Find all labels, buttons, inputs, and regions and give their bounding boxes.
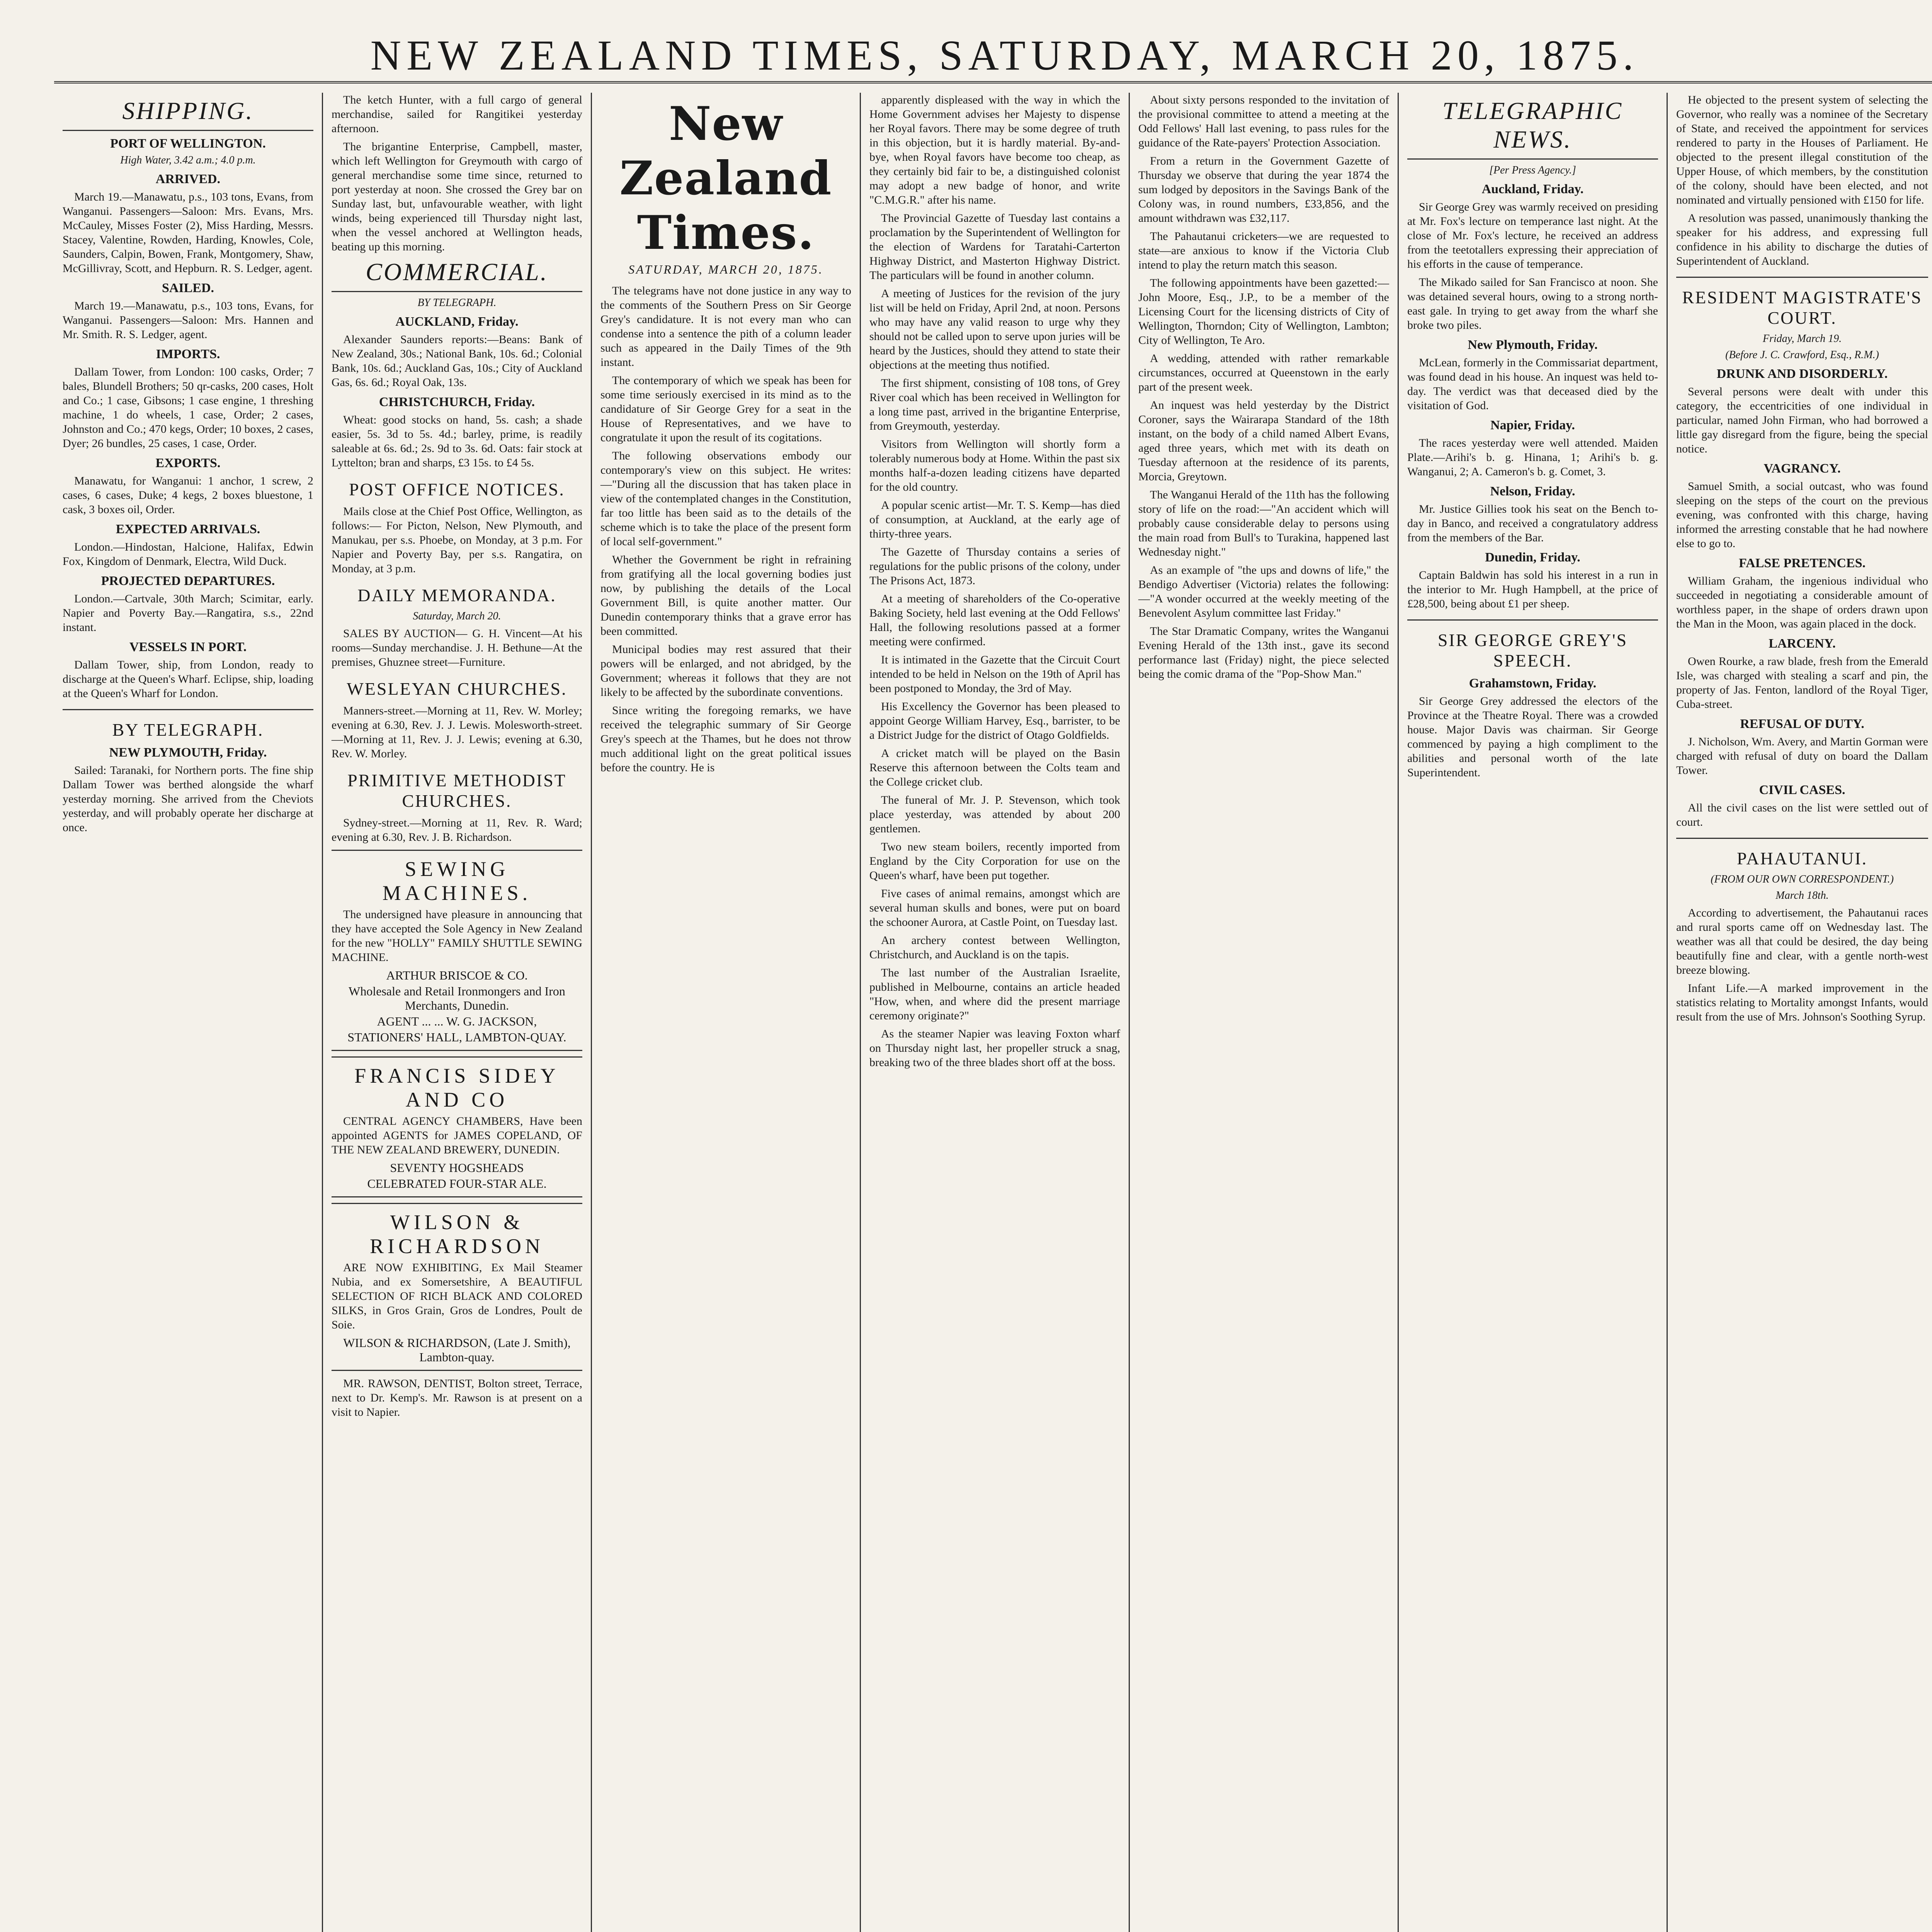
francis-heading: FRANCIS SIDEY AND CO [354,1064,560,1111]
arthur-name: ARTHUR BRISCOE & CO. [386,968,528,982]
local-p14: Five cases of animal remains, amongst which are several human skulls and bones, were put on board the schooner Aurora, at Castle Point, on Tuesday last. [869,887,1120,929]
refusal-heading: REFUSAL OF DUTY. [1740,717,1864,731]
imports-heading: IMPORTS. [156,347,220,361]
local-p2: The Provincial Gazette of Tuesday last contains a proclamation by the Superintendent of Wellington for the election of Wardens for Taratahi-Carterton Highway District, and Masterton Highway District. The particulars will be found in another column. [869,212,1120,282]
newplymouth-dateline: New Plymouth, Friday. [1468,338,1598,352]
seventy-line: SEVENTY HOGSHEADS [390,1161,524,1175]
local-p17: As the steamer Napier was leaving Foxton wharf on Thursday night last, her propeller struck a snag, breaking two of the three blades short off at the boss. [869,1027,1120,1069]
column-shipping [54,93,323,1932]
francis-ad [332,1056,582,1197]
speech-text: Sir George Grey addressed the electors of the Province at the Theatre Royal. There was a crowded house. Major Davis was chairman. Sir George commenced by paying a high compliment to the abilities and personal worth of the late Superintendent. [1407,695,1658,779]
shipping-intro: The ketch Hunter, with a full cargo of general merchandise, sailed for Rangitikei yesterday afternoon. [332,94,582,135]
rm-date: Friday, March 19. [1762,333,1842,345]
news-p8: As an example of "the ups and downs of life," the Bendigo Advertiser (Victoria) relates the following:—"A wonder occurred at the weekly meeting of the Benevolent Asylum committee last Friday." [1138,564,1389,619]
pahautanui-heading: PAHAUTANUI. [1736,849,1868,868]
pretences-heading: FALSE PRETENCES. [1738,556,1866,570]
local-p6: A popular scenic artist—Mr. T. S. Kemp—has died of consumption, at Auckland, at the early age of thirty-three years. [869,499,1120,540]
wesleyan-heading: WESLEYAN CHURCHES. [347,679,567,699]
pahautanui-text: According to advertisement, the Pahautanui races and rural sports came off on Wednesday last. The weather was all that could be desired, the day being beautifully fine and clear, with a gentle north-west breeze blowing. [1676,906,1928,976]
local-p10: His Excellency the Governor has been pleased to appoint George William Harvey, Esq., barrister, to be a District Judge for the district of Otago Goldfields. [869,700,1120,742]
arrived-text: March 19.—Manawatu, p.s., 103 tons, Evans, from Wanganui. Passengers—Saloon: Mrs. Evans, Mrs. McCauley, Misses Foster (2), Miss Harding, Messrs. Stacey, Valentine, Rowden, Harding, Knowles, Cole, Saunders, Calpin, Bowen, Frank, Montgomery, Shaw, McGillivray, Scott, and Hepburn. R. S. Ledger, agent. [63,190,313,275]
vagrancy-heading: VAGRANCY. [1764,461,1841,476]
pahautanui-sub: (FROM OUR OWN CORRESPONDENT.) [1711,873,1894,885]
local-p11: A cricket match will be played on the Basin Reserve this afternoon between the Colts team and the College cricket club. [869,747,1120,788]
column-court [1668,93,1932,1932]
telegraph-text: Sailed: Taranaki, for Northern ports. The fine ship Dallam Tower was berthed alongside the wharf yesterday morning. She arrived from the Cheviots yesterday, and will probably operate her discharge at once. [63,764,313,834]
larceny-heading: LARCENY. [1769,636,1836,651]
exports-text: Manawatu, for Wanganui: 1 anchor, 1 screw, 2 cases, 6 cases, Duke; 4 kegs, 2 boxes bluestone, 1 cask, 3 boxes oil, Order. [63,474,313,516]
civil-heading: CIVIL CASES. [1759,783,1845,797]
local-p1: apparently displeased with the way in which the Home Government advises her Majesty to dispense her Royal favors. There may be some degree of truth in this objection, but it is hardly material. By-and-bye, when Royal favors have become too cheap, as they certainly bid fair to be, a distinguished colonist may adopt a new badge of honor, and write "C.M.G.R." after his name. [869,94,1120,206]
nelson-text: Mr. Justice Gillies took his seat on the Bench to-day in Banco, and received a congratulatory address from the members of the Bar. [1407,503,1658,544]
imports-text: Dallam Tower, from London: 100 casks, Order; 7 bales, Blundell Brothers; 50 qr-casks, 200 cases, Holt and Co.; 1 case, Gibsons; 1 case engine, 1 threshing machine, 1 do wheels, 1 case, Order; 2 cases, Johnston and Co.; 470 kegs, Order; 10 boxes, 2 cases, Dyer; 26 bundles, 25 cases, 1 case, Order. [63,366,313,450]
local-p12: The funeral of Mr. J. P. Stevenson, which took place yesterday, was attended by about 200 gentlemen. [869,794,1120,835]
celebrated-line: CELEBRATED FOUR-STAR ALE. [367,1177,547,1190]
christchurch-text: Wheat: good stocks on hand, 5s. cash; a shade easier, 5s. 3d to 5s. 4d.; barley, prime, is readily saleable at 6s. 6d.; 2s. 9d to 3s. 6d. Oats: fair stock at Lyttelton; bran and sharps, £3 15s. to £4 5s. [332,413,582,469]
expected-text: London.—Hindostan, Halcione, Halifax, Edwin Fox, Kingdom of Denmark, Electra, Wild Duck. [63,541,313,568]
dunedin-text: Captain Baldwin has sold his interest in a run in the interior to Mr. Hugh Hampbell, at the price of £28,500, being about £1 per sheep. [1407,569,1658,610]
auckland-dateline: AUCKLAND, Friday. [395,315,519,329]
primitive-heading: PRIMITIVE METHODIST CHURCHES. [347,770,566,811]
masthead [54,15,1932,83]
rm-heading: RESIDENT MAGISTRATE'S COURT. [1682,287,1922,328]
wilson-ad [332,1203,582,1371]
vessels-text: Dallam Tower, ship, from London, ready to discharge at the Queen's Wharf. Eclipse, ship, loading at the Queen's Wharf for London. [63,658,313,700]
local-p9: It is intimated in the Gazette that the Circuit Court intended to be held in Nelson on the 19th of April has been postponed to Monday, the 3rd of May. [869,653,1120,695]
paper-title: New Zealand Times. [619,97,832,260]
sewing-heading: SEWING MACHINES. [382,857,532,905]
local-p5: Visitors from Wellington will shortly form a tolerably numerous body at Home. Within the past six months half-a-dozen leading citizens have departed for the old country. [869,438,1120,493]
expected-heading: EXPECTED ARRIVALS. [116,522,260,536]
divider [63,709,313,710]
editorial-p3: The following observations embody our contemporary's view on this subject. He writes:—"During all the discussion that has taken place in view of the contemplated changes in the Constitution, far too little has been said as to the details of the scheme which is to take the place of the present form of local self-government." [600,449,851,548]
daily-date: Saturday, March 20. [413,610,501,622]
editorial-p1: The telegrams have not done justice in any way to the comments of the Southern Press on Sir George Grey's candidature. It is not every man who can condense into a sentence the pith of a column leader such as appeared in the Daily Times of the 9th instant. [600,284,851,369]
sewing-text: The undersigned have pleasure in announcing that they have accepted the Sole Agency in New Zealand for the new "HOLLY" FAMILY SHUTTLE SEWING MACHINE. [332,908,582,964]
speech-heading: SIR GEORGE GREY'S SPEECH. [1437,630,1628,670]
arrived-heading: ARRIVED. [155,172,221,186]
editorial-p6: Since writing the foregoing remarks, we have received the telegraphic summary of Sir George Grey's speech at the Thames, but he does not throw much additional light on the great political issues before the country. He is [600,704,851,774]
column-local-news [861,93,1130,1932]
projected-heading: PROJECTED DEPARTURES. [101,574,275,588]
editorial-date: SATURDAY, MARCH 20, 1875. [628,262,823,276]
section-heading: SHIPPING. [63,97,313,131]
local-p7: The Gazette of Thursday contains a series of regulations for the public prisons of the colony, under The Prisons Act, 1873. [869,546,1120,587]
telegraph-heading: BY TELEGRAPH. [112,720,264,740]
news-p6: An inquest was held yesterday by the District Coroner, says the Wairarapa Standard of the 18th instant, on the body of a child named Albert Evans, aged three years, which met with its death on Tuesday afternoon at the residence of its parents, Morcia, Greytown. [1138,399,1389,483]
auckland-dateline: Auckland, Friday. [1481,182,1584,196]
columns [54,93,1932,1932]
commercial-text: Alexander Saunders reports:—Beans: Bank of New Zealand, 30s.; National Bank, 10s. 6d.; Colonial Bank, 10s. 6d.; Auckland Gas, 10s.; City of Auckland Gas, 6s. 6d.; Royal Oak, 13s. [332,333,582,389]
wesleyan-text: Manners-street.—Morning at 11, Rev. W. Morley; evening at 6.30, Rev. J. J. Lewis. Molesworth-street.—Morning at 11, Rev. J. J. Lewis; evening at 6.30, Rev. W. Morley. [332,704,582,760]
civil-text: All the civil cases on the list were settled out of court. [1676,801,1928,828]
larceny-text: Owen Rourke, a raw blade, fresh from the Emerald Isle, was charged with stealing a scarf and pin, the property of Jas. Fenton, landlord of the Royal Tiger, Cuba-street. [1676,655,1928,711]
commercial-heading: COMMERCIAL. [332,258,582,292]
agent-sub: STATIONERS' HALL, LAMBTON-QUAY. [347,1030,566,1044]
vagrancy-text: Samuel Smith, a social outcast, who was found sleeping on the steps of the court on the previous evening, was confronted with this charge, having informed the arresting constable that he had nowhere else to go to. [1676,480,1928,550]
speech-cont-2: A resolution was passed, unanimously thanking the speaker for his address, and expressing full confidence in his ability to discharge the duties of Superintendent of Auckland. [1676,212,1928,267]
editorial-p4: Whether the Government be right in refraining from gratifying all the local governing bodies just now, by publishing the details of the Local Government Bill, is quite another matter. Our Dunedin contemporary thinks that a grave error has been committed. [600,553,851,638]
divider [1407,619,1658,621]
local-p3: A meeting of Justices for the revision of the jury list will be held on Friday, April 2nd, at noon. Persons who may have any valid reason to urge why they should not be called upon to serve upon juries will be heard by the Justices, should they attend to state their objections at the meeting thus notified. [869,287,1120,371]
pretences-text: William Graham, the ingenious individual who succeeded in negotiating a considerable amount of worthless paper, in the shape of orders drawn upon the Man in the Moon, was again placed in the dock. [1676,575,1928,630]
port-heading: PORT OF WELLINGTON. [110,136,266,151]
speech-cont-1: He objected to the present system of selecting the Governor, who really was a nominee of the Secretary of State, and received the appointment for services rendered to party in the Houses of Parliament. He objected to the present illegal constitution of the Upper House, of which members, by the constitution of the colony, should have been elected, and not nominated and virtually pensioned with £150 for life. [1676,94,1928,206]
editorial-p2: The contemporary of which we speak has been for some time seriously exercised in its mind as to the candidature of Sir George Grey for a seat in the House of Representatives, and we have to congratulate it upon the result of its cogitations. [600,374,851,444]
sailed-heading: SAILED. [162,281,214,295]
news-p9: The Star Dramatic Company, writes the Wanganui Evening Herald of the 13th inst., gave its second performance last (Friday) night, the piece selected being the comic drama of the "Pop-Show Man." [1138,625,1389,680]
napier-dateline: Napier, Friday. [1490,418,1575,432]
rawson-ad: MR. RAWSON, DENTIST, Bolton street, Terrace, next to Dr. Kemp's. Mr. Rawson is at present on a visit to Napier. [332,1377,582,1418]
pahautanui-date: March 18th. [1776,889,1829,901]
column-editorial [592,93,861,1932]
masthead-title: NEW ZEALAND TIMES, SATURDAY, MARCH 20, 1875. [370,32,1639,79]
commercial-sub: BY TELEGRAPH. [417,297,497,309]
local-p8: At a meeting of shareholders of the Co-operative Baking Society, held last evening at the Odd Fellows' Hall, the following resolutions passed at a former meeting were confirmed. [869,592,1120,648]
sailed-text: March 19.—Manawatu, p.s., 103 tons, Evans, for Wanganui. Passengers—Saloon: Mrs. Hannen and Mr. Smith. R. S. Ledger, agent. [63,299,313,341]
local-p15: An archery contest between Wellington, Christchurch, and Auckland is on the tapis. [869,934,1120,961]
wilson-text: ARE NOW EXHIBITING, Ex Mail Steamer Nubia, and ex Somersetshire, A BEAUTIFUL SELECTION OF RICH BLACK AND COLORED SILKS, in Gros Grain, Gros de Londres, Poult de Soie. [332,1261,582,1331]
vessels-heading: VESSELS IN PORT. [129,640,247,654]
drunk-heading: DRUNK AND DISORDERLY. [1716,367,1888,381]
agent-line: AGENT ... ... W. G. JACKSON, [377,1014,537,1028]
rm-before: (Before J. C. Crawford, Esq., R.M.) [1725,349,1879,361]
dunedin-dateline: Dunedin, Friday. [1485,550,1580,565]
refusal-text: J. Nicholson, Wm. Avery, and Martin Gorman were charged with refusal of duty on board the Dallam Tower. [1676,735,1928,777]
daily-heading: DAILY MEMORANDA. [357,585,556,605]
news-p3: The Pahautanui cricketers—we are requested to state—are anxious to know if the Victoria Club intend to play the return match this season. [1138,230,1389,271]
francis-text: CENTRAL AGENCY CHAMBERS, Have been appointed AGENTS for JAMES COPELAND, OF THE NEW ZEALAND BREWERY, DUNEDIN. [332,1115,582,1156]
speech-place: Grahamstown, Friday. [1469,676,1597,690]
post-heading: POST OFFICE NOTICES. [349,480,565,499]
news-p4: The following appointments have been gazetted:—John Moore, Esq., J.P., to be a member of the Licensing Court for the licensing districts of City of Wellington, Thorndon; City of Wellington, Lambton; City of Wellington, Te Aro. [1138,277,1389,347]
infant-life-ad: Infant Life.—A marked improvement in the statistics relating to Mortality amongst Infants, would result from the use of Mrs. Johnson's Soothing Syrup. [1676,982,1928,1023]
news-p5: A wedding, attended with rather remarkable circumstances, occurred at Queenstown in the early part of the present week. [1138,352,1389,393]
napier-text: The races yesterday were well attended. Maiden Plate.—Arihi's b. g. Hinana, 1; Arihi's b. g. Wanganui, 2; A. Cameron's b. g. Comet, 3. [1407,437,1658,478]
sewing-ad [332,850,582,1051]
telegraph-place: NEW PLYMOUTH, Friday. [109,745,267,760]
post-text: Mails close at the Chief Post Office, Wellington, as follows:— For Picton, Nelson, New Plymouth, and Manukau, per s.s. Phoebe, on Monday, at 3 p.m. For Napier and Poverty Bay, per s.s. Rangatira, on Monday, at 3 p.m. [332,505,582,575]
telegraphic-heading: TELEGRAPHIC NEWS. [1407,97,1658,160]
news-p7: The Wanganui Herald of the 11th has the following story of life on the road:—"An accident which will probably cause considerable delay to persons using the main road from Bull's to Turakina, happened last Wednesday night." [1138,488,1389,558]
news-p2: From a return in the Government Gazette of Thursday we observe that during the year 1874 the sum lodged by depositors in the Savings Bank of the Colony was, in round numbers, £33,856, and the amount withdrawn was £32,117. [1138,155,1389,224]
local-p4: The first shipment, consisting of 108 tons, of Grey River coal which has been received in Wellington for a long time past, arrived in the brigantine Enterprise, from Greymouth, yesterday. [869,377,1120,432]
auckland-text: Sir George Grey was warmly received on presiding at Mr. Fox's lecture on temperance last night. At the close of Mr. Fox's lecture, he received an address from the teetotallers expressing their appreciation of his efforts in the cause of temperance. [1407,201,1658,270]
projected-text: London.—Cartvale, 30th March; Scimitar, early. Napier and Poverty Bay.—Rangatira, s.s., 22nd instant. [63,592,313,634]
wilson-heading: WILSON & RICHARDSON [369,1211,544,1258]
drunk-text: Several persons were dealt with under this category, the eccentricities of one individual in particular, named John Firman, who had borrowed a little gay disregard from the figure, being the special notice. [1676,385,1928,455]
column-more-news [1130,93,1399,1932]
arthur-sub: Wholesale and Retail Ironmongers and Iron Merchants, Dunedin. [349,984,565,1012]
editorial-p5: Municipal bodies may rest assured that their powers will be enlarged, and not abridged, by the Government; whereas it follows that they are not likely to be affected by the subordinate conventions. [600,643,851,699]
nelson-dateline: Nelson, Friday. [1490,484,1575,498]
local-p13: Two new steam boilers, recently imported from England by the City Corporation for use on the Queen's wharf, have been put together. [869,840,1120,882]
press-agency: [Per Press Agency.] [1489,164,1576,176]
divider [1676,277,1928,278]
christchurch-dateline: CHRISTCHURCH, Friday. [379,395,535,409]
news-p1: About sixty persons responded to the invitation of the provisional committee to attend a meeting at the Odd Fellows' Hall last evening, to pass rules for the guidance of the Rate-payers' Protection Association. [1138,94,1389,149]
daily-text: SALES BY AUCTION— G. H. Vincent—At his rooms—Sunday merchandise. J. H. Bethune—At the premises, Ghuznee street—Furniture. [332,627,582,668]
auckland-text-2: The Mikado sailed for San Francisco at noon. She was detained several hours, owing to a strong north-east gale. In trying to get away from the wharf she broke two piles. [1407,276,1658,332]
newplymouth-text: McLean, formerly in the Commissariat department, was found dead in his house. An inquest was held to-day. The verdict was that deceased died by the visitation of God. [1407,356,1658,412]
exports-heading: EXPORTS. [155,456,221,470]
wilson-sig: WILSON & RICHARDSON, (Late J. Smith), Lambton-quay. [343,1336,571,1364]
shipping-para: The brigantine Enterprise, Campbell, master, which left Wellington for Greymouth with cargo of general merchandise some time since, returned to port yesterday at noon. She crossed the Grey bar on Sunday last, but, unfavourable weather, with light winds, being experienced till Thursday night last, when the vessel anchored at Wellington heads, beating up this morning. [332,140,582,253]
divider [1676,838,1928,839]
tide-note: High Water, 3.42 a.m.; 4.0 p.m. [120,154,256,166]
column-commercial [323,93,592,1932]
column-telegraphic [1399,93,1668,1932]
primitive-text: Sydney-street.—Morning at 11, Rev. R. Ward; evening at 6.30, Rev. J. B. Richardson. [332,816,582,844]
local-p16: The last number of the Australian Israelite, published in Melbourne, contains an article headed "How, when, and where did the present marriage ceremony originate?" [869,966,1120,1022]
